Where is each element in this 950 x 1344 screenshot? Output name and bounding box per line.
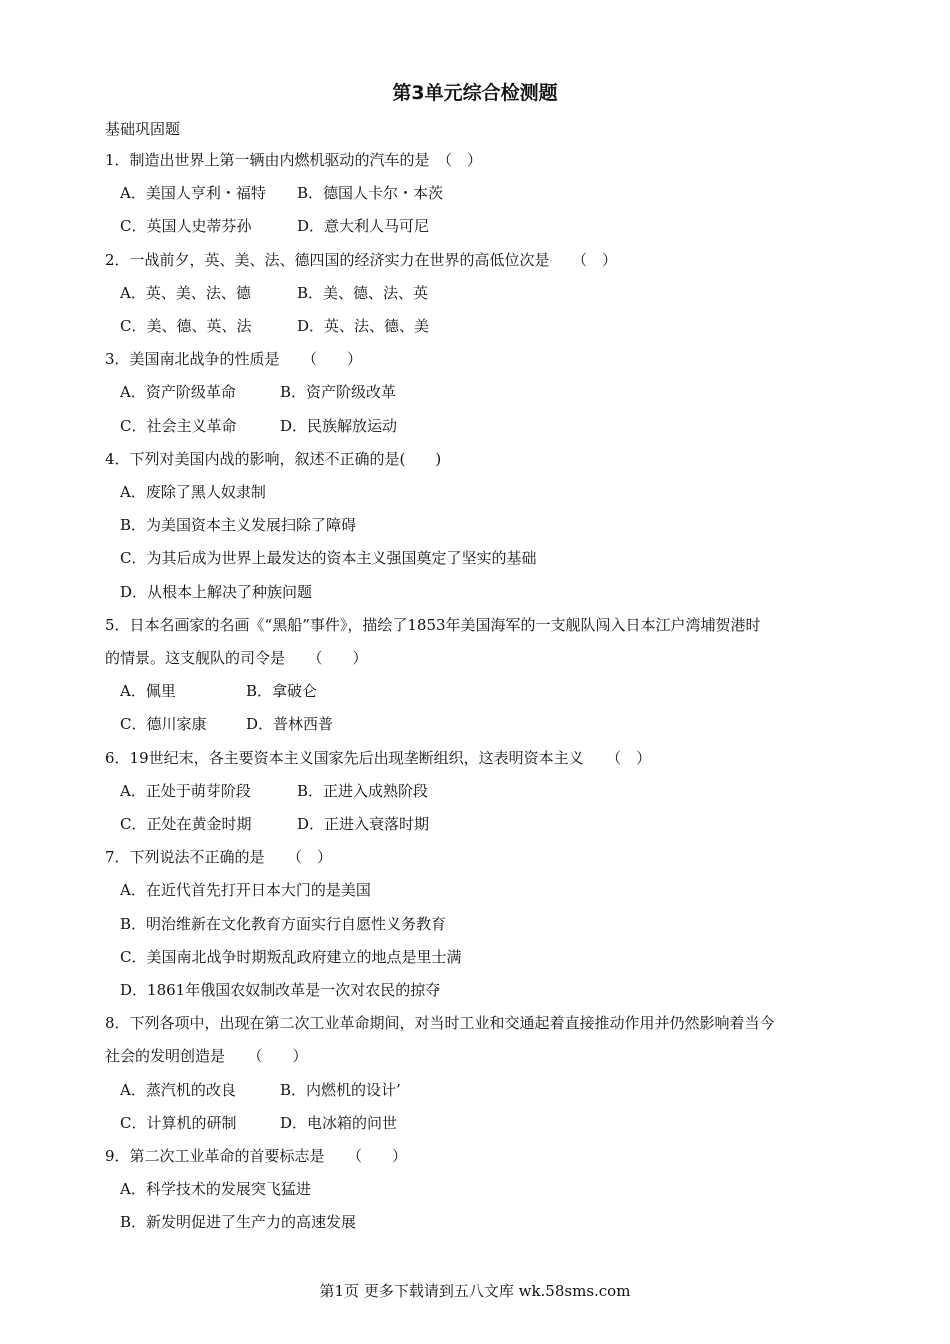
option-text: B．明治维新在文化教育方面实行自愿性义务教育	[120, 914, 447, 933]
option-line	[120, 1179, 311, 1199]
option-text: C．英国人史蒂芬孙	[120, 217, 252, 236]
option-text: C．美、德、英、法	[120, 317, 252, 335]
option-line	[120, 382, 397, 402]
option-text: C．计算机的研制	[120, 1113, 237, 1132]
option-text: A．科学技术的发展突飞猛进	[120, 1180, 311, 1199]
option-text: B．拿破仑	[246, 682, 318, 701]
option-line	[120, 482, 266, 502]
option-text: B．资产阶级改革	[280, 383, 397, 402]
option-line	[120, 814, 430, 834]
option-line	[120, 681, 318, 701]
option-text: D．普林西普	[246, 715, 334, 734]
question-line: 1．制造出世界上第一辆由内燃机驱动的汽车的是 （ ）	[105, 151, 483, 169]
page-title: 第3单元综合检测题	[392, 82, 558, 104]
option-text: B．内燃机的设计’	[280, 1080, 401, 1099]
page-footer: 第1页 更多下载请到五八文库 wk.58sms.com	[319, 1282, 631, 1300]
option-text: A．蒸汽机的改良	[120, 1080, 236, 1099]
option-line	[120, 1080, 401, 1100]
option-line	[120, 316, 430, 336]
question-line: 5．日本名画家的名画《“黑船”事件》，描绘了1853年美国海军的一支舰队闯入日本江户湾埔贺港时	[105, 615, 761, 634]
option-line	[120, 714, 334, 734]
question-line: 社会的发明创造是 （ ）	[105, 1047, 308, 1066]
option-text: D．从根本上解决了种族问题	[120, 582, 313, 601]
option-text: C．正处在黄金时期	[120, 815, 252, 833]
option-text: A．正处于萌芽阶段	[120, 781, 251, 800]
question-line: 2．一战前夕，英、美、法、德四国的经济实力在世界的高低位次是 （ ）	[105, 250, 618, 269]
option-line	[120, 980, 440, 1000]
option-line	[120, 548, 536, 568]
option-text: C．美国南北战争时期叛乱政府建立的地点是里士满	[120, 947, 462, 966]
option-line	[120, 781, 429, 801]
option-text: A．佩里	[120, 682, 176, 701]
option-text: A．资产阶级革命	[120, 383, 236, 402]
question-line: 6．19世纪末，各主要资本主义国家先后出现垄断组织，这表明资本主义 （ ）	[105, 748, 652, 767]
option-text: A．在近代首先打开日本大门的是美国	[120, 881, 371, 900]
question-line: 9．第二次工业革命的首要标志是 （ ）	[105, 1147, 408, 1165]
option-text: B．为美国资本主义发展扫除了障碍	[120, 516, 357, 535]
option-line	[120, 515, 356, 535]
option-text: A．英、美、法、德	[120, 283, 251, 302]
option-line	[120, 1212, 356, 1232]
option-text: A．美国人亨利・福特	[120, 184, 266, 203]
option-text: C．社会主义革命	[120, 416, 237, 435]
option-text: A．废除了黑人奴隶制	[120, 483, 266, 501]
option-line	[120, 582, 312, 602]
option-line	[120, 1113, 398, 1133]
option-text: D．英、法、德、美	[297, 317, 430, 335]
option-line	[120, 416, 398, 436]
option-text: D．正进入衰落时期	[297, 815, 430, 833]
option-line	[120, 880, 371, 900]
option-line	[120, 283, 429, 303]
option-text: C．德川家康	[120, 715, 207, 734]
option-text: B．正进入成熟阶段	[297, 781, 429, 800]
option-line	[120, 914, 446, 934]
option-text: B．新发明促进了生产力的高速发展	[120, 1213, 357, 1232]
option-text: B．德国人卡尔・本茨	[297, 184, 444, 203]
option-line	[120, 183, 444, 203]
option-text: B．美、德、法、英	[297, 283, 429, 302]
question-line: 4．下列对美国内战的影响，叙述不正确的是( )	[105, 449, 442, 468]
question-line: 的情景。这支舰队的司令是 （ ）	[105, 649, 368, 667]
option-text: D．电冰箱的问世	[280, 1113, 398, 1132]
section-heading: 基础巩固题	[105, 120, 181, 138]
question-line: 8．下列各项中，出现在第二次工业革命期间，对当时工业和交通起着直接推动作用并仍然影响着当今	[105, 1014, 775, 1033]
option-text: D．民族解放运动	[280, 416, 398, 435]
question-line: 3．美国南北战争的性质是 （ ）	[105, 350, 363, 369]
option-text: D．意大利人马可尼	[297, 217, 430, 236]
option-text: C．为其后成为世界上最发达的资本主义强国奠定了坚实的基础	[120, 549, 537, 568]
question-line: 7．下列说法不正确的是 （ ）	[105, 848, 333, 867]
option-line	[120, 947, 461, 967]
option-line	[120, 216, 430, 236]
option-text: D．1861年俄国农奴制改革是一次对农民的掠夺	[120, 981, 441, 999]
